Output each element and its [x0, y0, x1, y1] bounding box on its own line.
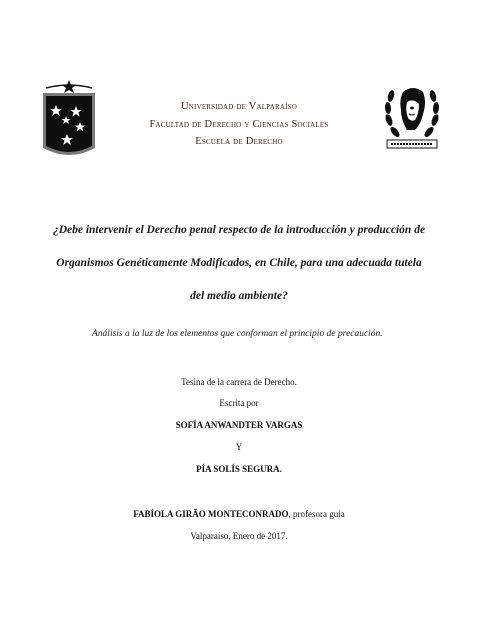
school-name: Escuela de Derecho	[195, 136, 283, 147]
thesis-title-line-3: del medio ambiente?	[190, 290, 288, 302]
tesina-line: Tesina de la carrera de Derecho.	[181, 377, 297, 387]
conjunction: Y	[235, 442, 243, 452]
university-name: Universidad de Valparaíso	[181, 101, 297, 112]
faculty-name: Facultad de Derecho y Ciencias Sociales	[149, 119, 329, 130]
thesis-title-line-1: ¿Debe intervenir el Derecho penal respecto de la introducción y producción de	[52, 224, 426, 236]
thesis-title-line-2: Organismos Genéticamente Modificados, en Chile, para una adecuada tutela	[56, 257, 422, 269]
author-1: SOFÍA ANWANDTER VARGAS	[175, 420, 303, 430]
author-2: PÍA SOLÍS SEGURA.	[196, 464, 282, 474]
advisor-role: , profesora guía	[288, 509, 345, 519]
thesis-subtitle: Análisis a la luz de los elementos que conforman el principio de precaución.	[92, 329, 383, 339]
advisor-line	[0, 509, 478, 519]
place-date: Valparaíso, Enero de 2017.	[190, 531, 288, 541]
written-by-line: Escrita por	[219, 398, 259, 408]
advisor-name: FABÍOLA GIRÃO MONTECONRADO	[133, 509, 289, 519]
